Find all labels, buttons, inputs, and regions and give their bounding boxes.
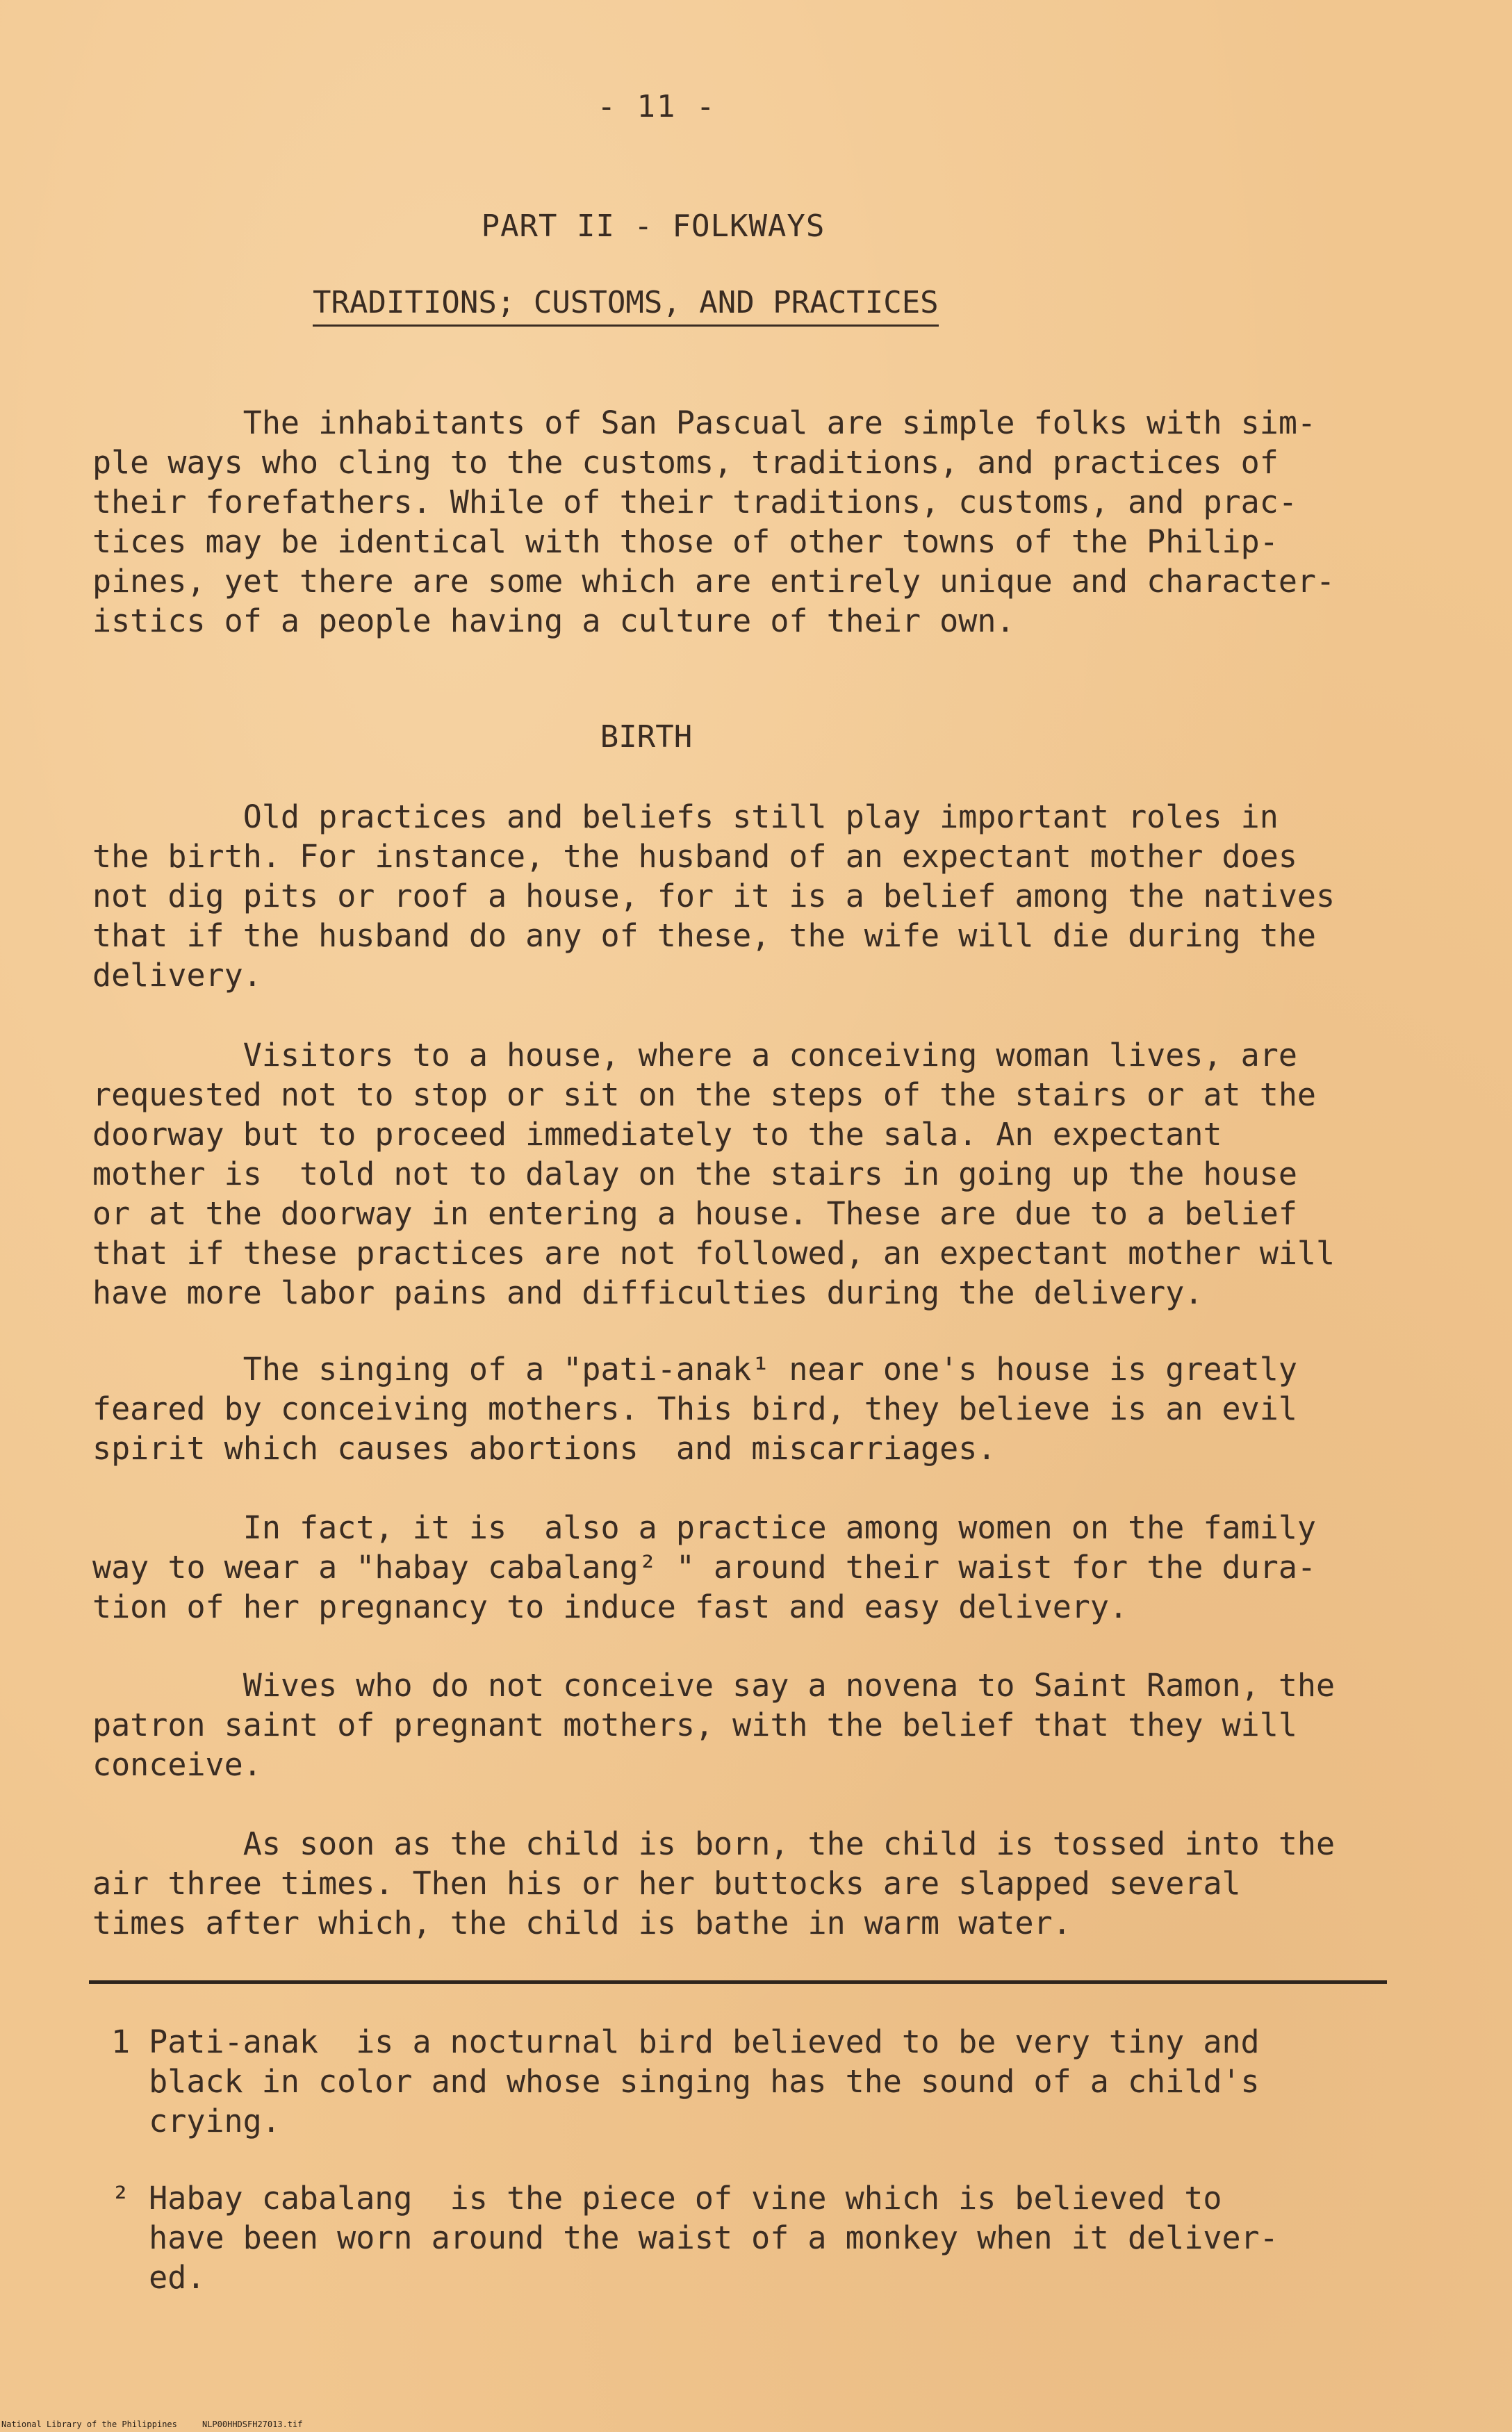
footnote-line: crying. (111, 2103, 281, 2139)
text-line: times after which, the child is bathe in warm water. (92, 1905, 1071, 1941)
birth-paragraph-2 (92, 1035, 1413, 1313)
text-line: that if these practices are not followed, an expectant mother will (92, 1235, 1336, 1272)
text-line: delivery. (92, 957, 262, 994)
birth-paragraph-6 (92, 1824, 1413, 1943)
birth-heading: BIRTH (600, 719, 693, 755)
text-line: conceive. (92, 1746, 262, 1783)
text-line: air three times. Then his or her buttocks are slapped several (92, 1865, 1241, 1902)
text-line: feared by conceiving mothers. This bird, they believe is an evil (92, 1390, 1297, 1427)
footnote-1 (111, 2022, 1431, 2141)
text-line: doorway but to proceed immediately to the sala. An expectant (92, 1116, 1222, 1153)
footnote-line: 1 Pati-anak is a nocturnal bird believed to be very tiny and (111, 2023, 1260, 2060)
intro-paragraph (92, 403, 1413, 641)
birth-paragraph-1 (92, 797, 1413, 995)
intro-line: istics of a people having a culture of their own. (92, 602, 1015, 639)
birth-paragraph-4 (92, 1508, 1413, 1627)
page-number: - 11 - (597, 89, 716, 124)
text-line: or at the doorway in entering a house. These are due to a belief (92, 1195, 1297, 1232)
birth-paragraph-5 (92, 1666, 1413, 1784)
text-line: patron saint of pregnant mothers, with the belief that they will (92, 1707, 1297, 1743)
footnote-line: ² Habay cabalang is the piece of vine which is believed to (111, 2180, 1222, 2217)
intro-line: The inhabitants of San Pascual are simple folks with sim- (92, 404, 1316, 441)
footnote-2 (111, 2178, 1431, 2297)
intro-line: pines, yet there are some which are entirely unique and character- (92, 563, 1336, 600)
text-line: The singing of a "pati-anak¹ near one's house is greatly (92, 1351, 1297, 1388)
text-line: the birth. For instance, the husband of an expectant mother does (92, 838, 1297, 875)
footnote-line: black in color and whose singing has the sound of a child's (111, 2063, 1260, 2100)
footnote-divider (89, 1980, 1387, 1984)
text-line: mother is told not to dalay on the stairs in going up the house (92, 1156, 1297, 1192)
text-line: requested not to stop or sit on the steps of the stairs or at the (92, 1076, 1316, 1113)
intro-line: their forefathers. While of their traditions, customs, and prac- (92, 484, 1297, 520)
text-line: that if the husband do any of these, the wife will die during the (92, 917, 1316, 954)
part-title: PART II - FOLKWAYS (481, 208, 825, 244)
text-line: not dig pits or roof a house, for it is a belief among the natives (92, 878, 1336, 914)
archive-credit: National Library of the Philippines NLP00HHDSFH27013.tif (1, 2419, 303, 2429)
text-line: In fact, it is also a practice among women on the family (92, 1509, 1316, 1546)
text-line: spirit which causes abortions and miscarriages. (92, 1430, 996, 1467)
footnote-line: have been worn around the waist of a monkey when it deliver- (111, 2219, 1279, 2256)
birth-paragraph-3 (92, 1349, 1413, 1468)
intro-line: tices may be identical with those of other towns of the Philip- (92, 523, 1279, 560)
text-line: way to wear a "habay cabalang² " around their waist for the dura- (92, 1549, 1316, 1586)
text-line: Visitors to a house, where a conceiving woman lives, are (92, 1037, 1297, 1074)
text-line: Wives who do not conceive say a novena to Saint Ramon, the (92, 1667, 1336, 1704)
text-line: As soon as the child is born, the child is tossed into the (92, 1825, 1336, 1862)
section-title: TRADITIONS; CUSTOMS, AND PRACTICES (313, 285, 939, 327)
text-line: have more labor pains and difficulties during the delivery. (92, 1274, 1203, 1311)
text-line: tion of her pregnancy to induce fast and easy delivery. (92, 1588, 1128, 1625)
intro-line: ple ways who cling to the customs, traditions, and practices of (92, 444, 1279, 481)
text-line: Old practices and beliefs still play important roles in (92, 798, 1279, 835)
footnote-line: ed. (111, 2259, 206, 2296)
